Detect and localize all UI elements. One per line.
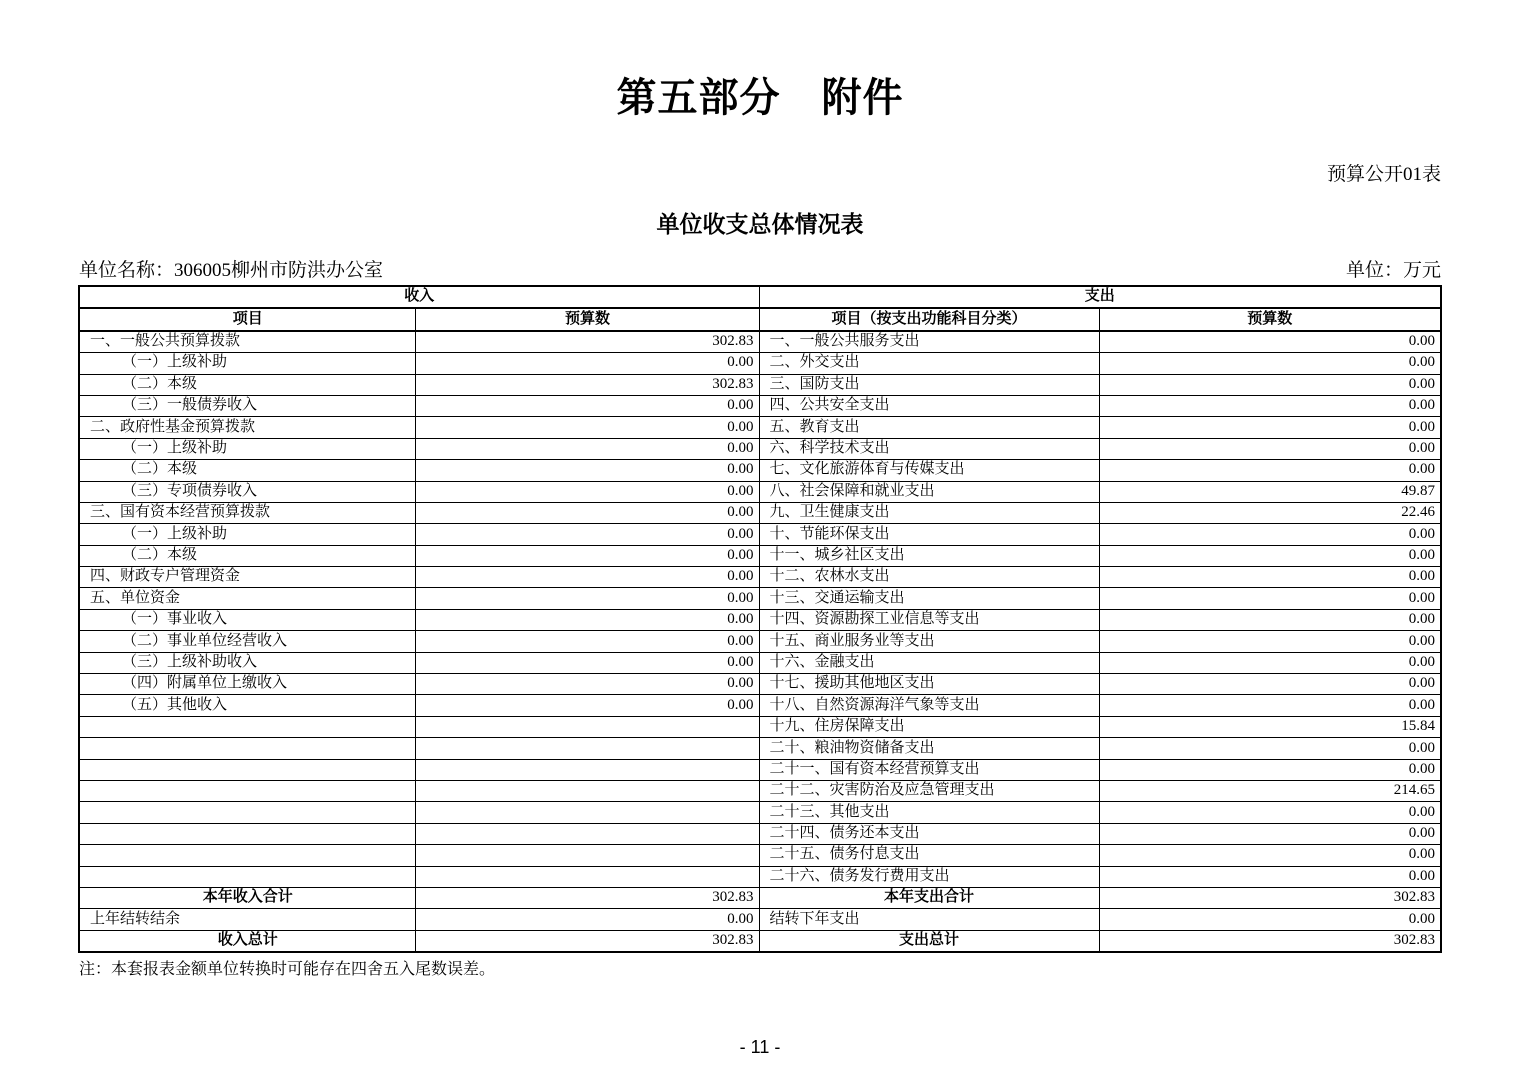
expense-item-cell: 十一、城乡社区支出 xyxy=(759,545,1099,566)
expense-value-cell: 0.00 xyxy=(1099,353,1441,374)
expense-item-cell: 三、国防支出 xyxy=(759,374,1099,395)
expense-item-cell: 十八、自然资源海洋气象等支出 xyxy=(759,695,1099,716)
table-row xyxy=(79,460,1441,481)
expense-item-cell: 二十一、国有资本经营预算支出 xyxy=(759,759,1099,780)
expense-item-cell: 十七、援助其他地区支出 xyxy=(759,674,1099,695)
expense-value-cell: 0.00 xyxy=(1099,545,1441,566)
income-value-cell: 302.83 xyxy=(416,887,759,908)
income-item-cell: 三、国有资本经营预算拨款 xyxy=(79,502,416,523)
income-value-cell: 0.00 xyxy=(416,609,759,630)
table-row xyxy=(79,353,1441,374)
table-row xyxy=(79,652,1441,673)
table-row xyxy=(79,695,1441,716)
unit-name-text: 单位名称：306005柳州市防洪办公室 xyxy=(79,260,384,281)
income-item-cell: （三）上级补助收入 xyxy=(79,652,416,673)
income-value-cell: 0.00 xyxy=(416,460,759,481)
table-row xyxy=(79,438,1441,459)
table-row xyxy=(79,524,1441,545)
column-header-row xyxy=(79,308,1441,330)
expense-value-cell: 0.00 xyxy=(1099,331,1441,353)
income-item-cell: （四）附属单位上缴收入 xyxy=(79,674,416,695)
expense-value-cell: 0.00 xyxy=(1099,823,1441,844)
expense-value-cell: 0.00 xyxy=(1099,438,1441,459)
expense-budget-column-header: 预算数 xyxy=(1099,308,1441,330)
table-row xyxy=(79,866,1441,887)
income-item-cell: （三）一般债券收入 xyxy=(79,395,416,416)
expense-value-cell: 0.00 xyxy=(1099,609,1441,630)
income-item-cell: （五）其他收入 xyxy=(79,695,416,716)
table-row xyxy=(79,481,1441,502)
table-row xyxy=(79,930,1441,952)
income-value-cell xyxy=(416,738,759,759)
income-value-cell: 0.00 xyxy=(416,438,759,459)
expense-item-cell: 二十四、债务还本支出 xyxy=(759,823,1099,844)
table-meta-row xyxy=(79,255,1441,282)
expense-item-cell: 结转下年支出 xyxy=(759,909,1099,930)
income-item-cell xyxy=(79,738,416,759)
income-value-cell: 0.00 xyxy=(416,588,759,609)
form-number-label: 预算公开01表 xyxy=(1326,164,1441,185)
expense-value-cell: 49.87 xyxy=(1099,481,1441,502)
expense-value-cell: 15.84 xyxy=(1099,716,1441,737)
expense-item-cell: 二十、粮油物资储备支出 xyxy=(759,738,1099,759)
expense-value-cell: 0.00 xyxy=(1099,460,1441,481)
income-item-cell: 五、单位资金 xyxy=(79,588,416,609)
income-item-cell xyxy=(79,759,416,780)
table-row xyxy=(79,716,1441,737)
table-row xyxy=(79,395,1441,416)
expense-value-cell: 0.00 xyxy=(1099,674,1441,695)
income-item-cell: （一）上级补助 xyxy=(79,524,416,545)
income-value-cell xyxy=(416,823,759,844)
table-row xyxy=(79,887,1441,908)
income-item-cell xyxy=(79,780,416,801)
expense-item-cell: 八、社会保障和就业支出 xyxy=(759,481,1099,502)
expense-item-cell: 七、文化旅游体育与传媒支出 xyxy=(759,460,1099,481)
income-value-cell xyxy=(416,780,759,801)
table-row xyxy=(79,588,1441,609)
expense-item-cell: 二十五、债务付息支出 xyxy=(759,845,1099,866)
table-row xyxy=(79,374,1441,395)
table-row xyxy=(79,802,1441,823)
income-item-cell: 收入总计 xyxy=(79,930,416,952)
income-item-cell: （二）本级 xyxy=(79,545,416,566)
expense-item-cell: 十四、资源勘探工业信息等支出 xyxy=(759,609,1099,630)
table-title: 单位收支总体情况表 xyxy=(656,212,864,237)
income-value-cell: 302.83 xyxy=(416,331,759,353)
income-budget-column-header: 预算数 xyxy=(416,308,759,330)
table-row xyxy=(79,567,1441,588)
table-row xyxy=(79,780,1441,801)
expense-item-cell: 五、教育支出 xyxy=(759,417,1099,438)
table-row xyxy=(79,502,1441,523)
budget-table-body xyxy=(79,331,1441,952)
section-header-row xyxy=(79,286,1441,308)
expense-value-cell: 0.00 xyxy=(1099,652,1441,673)
income-value-cell: 0.00 xyxy=(416,674,759,695)
expense-value-cell: 0.00 xyxy=(1099,909,1441,930)
expense-value-cell: 0.00 xyxy=(1099,866,1441,887)
table-row xyxy=(79,759,1441,780)
income-value-cell xyxy=(416,759,759,780)
expense-value-cell: 0.00 xyxy=(1099,417,1441,438)
expense-item-cell: 十二、农林水支出 xyxy=(759,567,1099,588)
expense-item-cell: 支出总计 xyxy=(759,930,1099,952)
expense-value-cell: 0.00 xyxy=(1099,738,1441,759)
table-row xyxy=(79,845,1441,866)
income-value-cell: 0.00 xyxy=(416,481,759,502)
income-value-cell: 302.83 xyxy=(416,930,759,952)
income-value-cell xyxy=(416,716,759,737)
table-row xyxy=(79,909,1441,930)
expense-value-cell: 22.46 xyxy=(1099,502,1441,523)
expense-item-cell: 十五、商业服务业等支出 xyxy=(759,631,1099,652)
income-value-cell: 0.00 xyxy=(416,395,759,416)
expense-item-cell: 一、一般公共服务支出 xyxy=(759,331,1099,353)
page-title: 第五部分 附件 xyxy=(616,75,904,120)
expense-item-cell: 二、外交支出 xyxy=(759,353,1099,374)
page-number: - 11 - xyxy=(739,1037,781,1057)
income-item-cell xyxy=(79,845,416,866)
income-value-cell: 0.00 xyxy=(416,545,759,566)
income-item-cell: （一）事业收入 xyxy=(79,609,416,630)
table-row xyxy=(79,609,1441,630)
income-item-cell: 一、一般公共预算拨款 xyxy=(79,331,416,353)
expense-item-cell: 二十六、债务发行费用支出 xyxy=(759,866,1099,887)
table-row xyxy=(79,331,1441,353)
expense-value-cell: 0.00 xyxy=(1099,631,1441,652)
income-value-cell: 0.00 xyxy=(416,909,759,930)
expense-value-cell: 0.00 xyxy=(1099,802,1441,823)
table-row xyxy=(79,631,1441,652)
income-item-cell xyxy=(79,802,416,823)
table-row xyxy=(79,545,1441,566)
expense-section-header: 支出 xyxy=(759,286,1441,308)
expense-item-cell: 二十三、其他支出 xyxy=(759,802,1099,823)
income-item-cell xyxy=(79,716,416,737)
income-item-cell: （一）上级补助 xyxy=(79,438,416,459)
expense-item-cell: 十、节能环保支出 xyxy=(759,524,1099,545)
income-section-header: 收入 xyxy=(79,286,759,308)
expense-value-cell: 0.00 xyxy=(1099,759,1441,780)
unit-of-measure-text: 单位：万元 xyxy=(1345,260,1441,281)
income-item-cell xyxy=(79,866,416,887)
expense-value-cell: 214.65 xyxy=(1099,780,1441,801)
income-value-cell xyxy=(416,866,759,887)
expense-value-cell: 0.00 xyxy=(1099,845,1441,866)
expense-value-cell: 302.83 xyxy=(1099,887,1441,908)
expense-value-cell: 0.00 xyxy=(1099,695,1441,716)
income-value-cell xyxy=(416,802,759,823)
expense-item-cell: 十六、金融支出 xyxy=(759,652,1099,673)
income-value-cell xyxy=(416,845,759,866)
footnote: 注：本套报表金额单位转换时可能存在四舍五入尾数误差。 xyxy=(79,961,496,979)
expense-item-cell: 十三、交通运输支出 xyxy=(759,588,1099,609)
income-value-cell: 0.00 xyxy=(416,695,759,716)
income-value-cell: 0.00 xyxy=(416,417,759,438)
income-item-cell: （二）事业单位经营收入 xyxy=(79,631,416,652)
budget-table xyxy=(78,285,1442,953)
income-item-cell xyxy=(79,823,416,844)
income-value-cell: 0.00 xyxy=(416,631,759,652)
income-item-cell: （三）专项债券收入 xyxy=(79,481,416,502)
income-item-cell: 本年收入合计 xyxy=(79,887,416,908)
income-item-cell: 上年结转结余 xyxy=(79,909,416,930)
expense-item-cell: 十九、住房保障支出 xyxy=(759,716,1099,737)
table-row xyxy=(79,674,1441,695)
income-value-cell: 302.83 xyxy=(416,374,759,395)
expense-value-cell: 0.00 xyxy=(1099,588,1441,609)
expense-item-cell: 四、公共安全支出 xyxy=(759,395,1099,416)
expense-value-cell: 302.83 xyxy=(1099,930,1441,952)
income-value-cell: 0.00 xyxy=(416,353,759,374)
income-item-cell: 二、政府性基金预算拨款 xyxy=(79,417,416,438)
income-item-cell: 四、财政专户管理资金 xyxy=(79,567,416,588)
income-value-cell: 0.00 xyxy=(416,524,759,545)
table-row xyxy=(79,417,1441,438)
expense-item-cell: 六、科学技术支出 xyxy=(759,438,1099,459)
expense-value-cell: 0.00 xyxy=(1099,567,1441,588)
income-value-cell: 0.00 xyxy=(416,567,759,588)
income-item-cell: （二）本级 xyxy=(79,460,416,481)
income-item-column-header: 项目 xyxy=(79,308,416,330)
income-value-cell: 0.00 xyxy=(416,652,759,673)
expense-item-cell: 二十二、灾害防治及应急管理支出 xyxy=(759,780,1099,801)
expense-item-column-header: 项目（按支出功能科目分类） xyxy=(759,308,1099,330)
income-item-cell: （二）本级 xyxy=(79,374,416,395)
income-item-cell: （一）上级补助 xyxy=(79,353,416,374)
income-value-cell: 0.00 xyxy=(416,502,759,523)
expense-value-cell: 0.00 xyxy=(1099,395,1441,416)
table-row xyxy=(79,738,1441,759)
table-row xyxy=(79,823,1441,844)
expense-item-cell: 九、卫生健康支出 xyxy=(759,502,1099,523)
expense-value-cell: 0.00 xyxy=(1099,374,1441,395)
expense-value-cell: 0.00 xyxy=(1099,524,1441,545)
expense-item-cell: 本年支出合计 xyxy=(759,887,1099,908)
